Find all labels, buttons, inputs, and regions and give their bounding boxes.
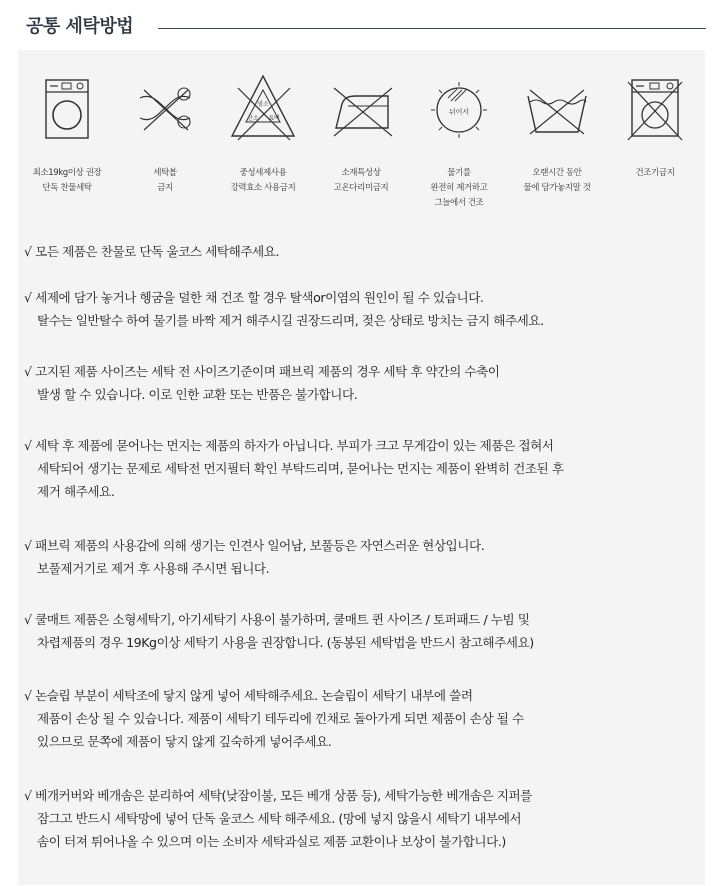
care-item-no-wring	[116, 68, 214, 238]
svg-text:뉘어서: 뉘어서	[448, 108, 470, 116]
icon-caption: 세탁볼 금지	[153, 168, 177, 193]
care-item-no-soak	[508, 68, 606, 238]
care-panel	[18, 50, 705, 885]
care-item-machine-wash	[18, 68, 116, 238]
title-divider	[158, 28, 706, 29]
neutral-detergent-icon	[228, 68, 298, 148]
icon-caption: 소재특성상 고온다리미금지	[333, 168, 389, 193]
svg-text:산소: 산소	[247, 115, 259, 122]
note-item: √ 세제에 담가 놓거나 헹굼을 덜한 채 건조 할 경우 탈색or이염의 원인이 될 수 있습니다. 탈수는 일반탈수 하여 물기를 바짝 제거 해주시길 권장드리며, 젖은 상태로 방치는 금지 해주세요.	[24, 290, 544, 328]
care-item-no-tumble-dry	[606, 68, 704, 238]
note-item: √ 모든 제품은 찬물로 단독 울코스 세탁해주세요.	[24, 244, 280, 259]
note-item: √ 세탁 후 제품에 묻어나는 먼지는 제품의 하자가 아닙니다. 부피가 크고 무게감이 있는 제품은 접혀서 세탁되어 생기는 문제로 세탁전 먼지필터 확인 부탁드리며, 묻어나는 먼지는 제품이 완벽히 건조된 후 제거 해주세요.	[24, 438, 564, 499]
svg-text:표백: 표백	[268, 115, 280, 122]
care-icons-row	[18, 68, 705, 238]
no-soak-icon	[522, 68, 592, 148]
no-wring-icon	[130, 68, 200, 148]
no-iron-icon	[326, 68, 396, 148]
note-item: √ 패브릭 제품의 사용감에 의해 생기는 인견사 일어남, 보풀등은 자연스러운 현상입니다. 보풀제거기로 제거 후 사용해 주시면 됩니다.	[24, 538, 485, 576]
section-title: 공통 세탁방법	[26, 16, 134, 37]
care-item-dry-shade	[410, 68, 508, 238]
section-header	[26, 12, 706, 42]
icon-caption: 최소19kg이상 권장 단독 찬물세탁	[32, 168, 102, 193]
care-item-neutral-detergent	[214, 68, 312, 238]
note-item: √ 논슬립 부분이 세탁조에 닿지 않게 넣어 세탁해주세요. 논슬립이 세탁기 내부에 쓸려 제품이 손상 될 수 있습니다. 제품이 세탁기 테두리에 낀채로 돌아가게 되면 제품이 손상 될 수 있으므로 문쪽에 제품이 닿지 않게 깊숙하게 넣어주세요.	[24, 688, 524, 749]
icon-caption: 건조기금지	[635, 168, 675, 178]
note-item: √ 쿨매트 제품은 소형세탁기, 아기세탁기 사용이 불가하며, 쿨매트 퀸 사이즈 / 토퍼패드 / 누빔 및 차렵제품의 경우 19Kg이상 세탁기 사용을 권장합니다. (동봉된 세탁법을 반드시 참고해주세요)	[24, 612, 534, 650]
icon-caption: 중성세제사용 강력효소 사용금지	[230, 168, 296, 193]
no-tumble-dry-icon	[620, 68, 690, 148]
note-item: √ 베개커버와 베개솜은 분리하여 세탁(낮잠이불, 모든 베개 상품 등), 세탁가능한 베개솜은 지퍼를 잠그고 반드시 세탁망에 넣어 단독 울코스 세탁 해주세요. (망에 넣지 않을시 세탁기 내부에서 솜이 터져 튀어나올 수 있으며 이는 소비자 세탁과실로 제품 교환이나 보상이 불가합니다.)	[24, 788, 532, 849]
dry-shade-icon	[424, 68, 494, 148]
note-item: √ 고지된 제품 사이즈는 세탁 전 사이즈기준이며 패브릭 제품의 경우 세탁 후 약간의 수축이 발생 할 수 있습니다. 이로 인한 교환 또는 반품은 불가합니다.	[24, 364, 500, 402]
machine-wash-icon	[32, 68, 102, 148]
care-item-no-iron	[312, 68, 410, 238]
svg-text:염소: 염소	[257, 101, 269, 108]
icon-caption: 물기를 완전히 제거하고 그늘에서 건조	[430, 168, 488, 208]
icon-caption: 오랜시간 동안 물에 담가놓지말 것	[523, 168, 591, 193]
